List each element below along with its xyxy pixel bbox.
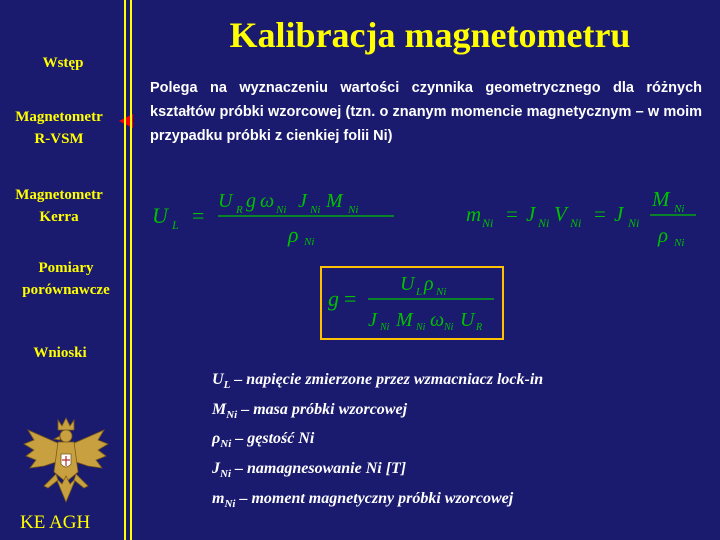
formula-token: Ni	[628, 216, 640, 230]
formula-geometric-factor	[320, 266, 504, 340]
formula-token: J	[526, 202, 536, 226]
sidebar-divider-left	[124, 0, 126, 540]
nav-item-wnioski[interactable]	[16, 342, 104, 364]
legend-item: $\rho_{Ni}$ – gęstość Ni	[212, 430, 315, 451]
formula-token: R	[236, 204, 243, 216]
legend-item: $M_{Ni}$ – masa próbki wzorcowej	[212, 400, 408, 421]
intro-paragraph: Polega na wyznaczeniu wartości czynnika geometrycznego dla różnych kształtów próbki wzorcowej (tzn. o znanym momencie magnetycznym – w moim przypadku próbki z cienkiej folii Ni)	[150, 80, 702, 144]
formula-token: ρ	[658, 223, 669, 247]
formula-token: Ni	[416, 322, 426, 333]
symbol-legend	[212, 368, 543, 516]
nav-item-label: Wnioski	[33, 345, 87, 361]
nav-item-label: porównawcze	[22, 282, 110, 298]
svg-text:=: =	[344, 286, 357, 311]
formula-token: J	[368, 309, 377, 331]
formula-token: Ni	[674, 237, 685, 249]
formula-token: ω	[260, 190, 275, 212]
formula-token: M	[326, 190, 343, 212]
page-title: Kalibracja magnetometru	[229, 15, 631, 55]
sidebar-divider-right	[130, 0, 132, 540]
formula-token: U	[460, 309, 475, 331]
formula-moment	[462, 182, 712, 252]
formula-token: J	[614, 202, 624, 226]
formula-signal	[148, 182, 408, 252]
formula-token: ρ	[288, 222, 299, 247]
formula-token: Ni	[674, 203, 685, 215]
formula-token: Ni	[276, 204, 287, 216]
svg-text:=: =	[192, 203, 205, 228]
formula-token: L	[172, 218, 179, 232]
formula-token: Ni	[436, 286, 447, 298]
formula-token: Ni	[538, 216, 550, 230]
nav-item-magnetometr-kerra[interactable]	[0, 184, 118, 228]
nav-item-pomiary-porownawcze[interactable]	[8, 257, 124, 301]
formula-token: ω	[430, 309, 445, 331]
legend-item: $J_{Ni}$ – namagnesowanie Ni [T]	[212, 460, 407, 481]
nav-item-label: Magnetometr	[15, 187, 103, 203]
svg-text:=: =	[506, 202, 518, 226]
formula-token: Ni	[348, 204, 359, 216]
formula-token: L	[416, 286, 423, 298]
formula-token: g	[246, 190, 256, 212]
formula-token: ρ	[424, 273, 434, 295]
formula-token: Ni	[380, 322, 390, 333]
formula-token: R	[476, 322, 483, 333]
formula-token: Ni	[482, 216, 494, 230]
formula-token: M	[652, 187, 670, 211]
legend-item: $m_{Ni}$ – moment magnetyczny próbki wzorcowej	[212, 489, 514, 510]
nav-item-label: Magnetometr	[15, 109, 103, 125]
svg-text:=: =	[594, 202, 606, 226]
footer-label: KE AGH	[20, 512, 91, 533]
nav-item-label: R-VSM	[34, 131, 84, 147]
formula-token: Ni	[570, 216, 582, 230]
formula-token: U	[218, 190, 233, 212]
eagle-icon	[22, 414, 110, 510]
formula-token: m	[466, 202, 482, 226]
formula-token: U	[152, 203, 168, 228]
formula-token: g	[328, 286, 339, 311]
nav-item-label: Pomiary	[38, 260, 94, 276]
formula-token: U	[400, 273, 415, 295]
nav-item-wstep[interactable]	[20, 52, 106, 74]
formula-token: M	[396, 309, 413, 331]
formula-token: Ni	[304, 236, 315, 248]
nav-item-magnetometr-rvsm[interactable]	[0, 106, 118, 150]
formula-token: J	[298, 190, 307, 212]
nav-item-label: Kerra	[39, 209, 79, 225]
formula-token: V	[554, 202, 567, 226]
nav-item-label: Wstęp	[42, 55, 84, 71]
formula-token: Ni	[444, 322, 454, 333]
formula-token: Ni	[310, 204, 321, 216]
legend-item: $U_L$ – napięcie zmierzone przez wzmacniacz lock-in	[212, 371, 544, 392]
